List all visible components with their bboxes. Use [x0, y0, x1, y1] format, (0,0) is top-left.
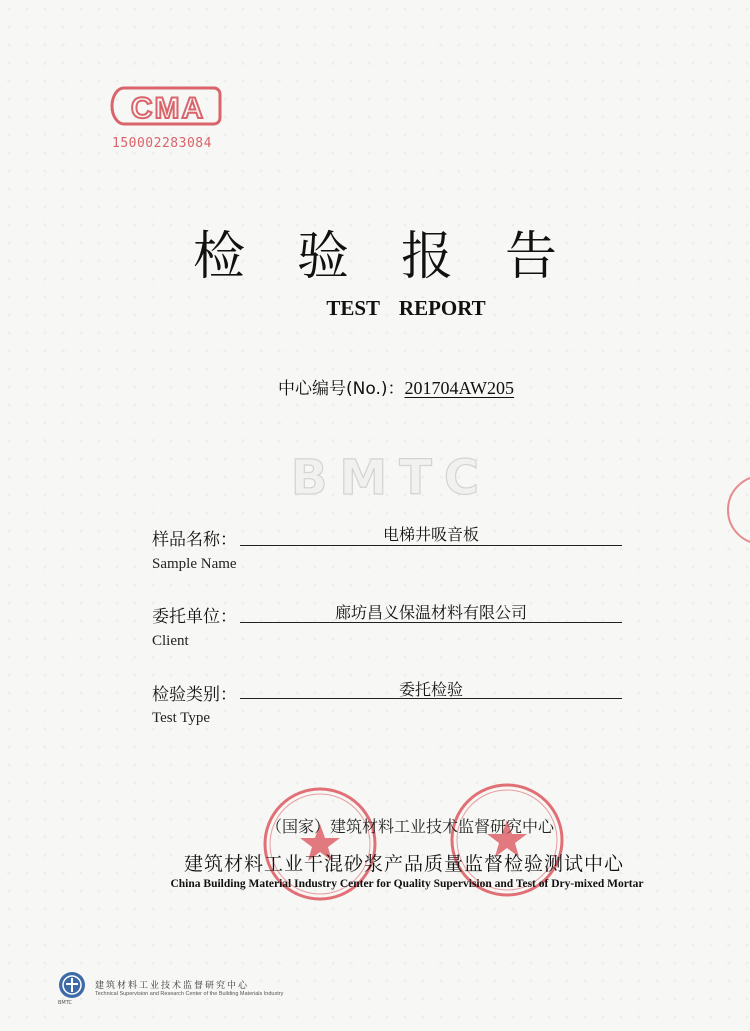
watermark-text: BMTC [290, 452, 492, 502]
footer-name-chinese: 建筑材料工业技术监督研究中心 [95, 981, 250, 991]
field-underline [240, 545, 622, 546]
bmtc-logo-caption: BMTC [58, 1000, 72, 1006]
center-number-value: 201704AW205 [404, 378, 515, 398]
field-underline [240, 622, 622, 623]
bmtc-logo-icon [57, 970, 87, 1000]
cma-mark-logo [110, 82, 222, 130]
field-underline [240, 698, 622, 699]
field-label-en-client: Client [152, 633, 189, 649]
institute-name-english: China Building Material Industry Center for Quality Supervision and Test of Dry-mixed Mortar [170, 878, 644, 890]
cma-mark-text: CMA [130, 92, 206, 125]
field-label-sample-name: 样品名称： [152, 530, 237, 550]
title-chinese: 检验报告 [192, 227, 609, 287]
cma-number: 150002283084 [112, 136, 212, 151]
institute-name-2: 建筑材料工业干混砂浆产品质量监督检验测试中心 [183, 853, 624, 875]
field-label-en-sample-name: Sample Name [152, 556, 237, 572]
field-label-test-type: 检验类别： [152, 685, 237, 705]
bmtc-watermark [253, 452, 529, 502]
field-value-sample-name: 电梯井吸音板 [382, 525, 479, 544]
field-value-test-type: 委托检验 [398, 680, 463, 699]
footer-name-english: Technical Supervision and Research Center of the Building Materials Industry [95, 991, 284, 997]
institute-name-1: （国家）建筑材料工业技术监督研究中心 [265, 817, 554, 836]
field-label-en-test-type: Test Type [152, 710, 211, 726]
field-value-client: 廊坊昌义保温材料有限公司 [334, 603, 527, 622]
center-number-label: 中心编号(No.)： [278, 379, 405, 399]
center-number [278, 374, 514, 399]
field-label-client: 委托单位： [152, 607, 237, 627]
edge-stamp [722, 470, 750, 550]
title-english: TEST REPORT [326, 296, 486, 320]
